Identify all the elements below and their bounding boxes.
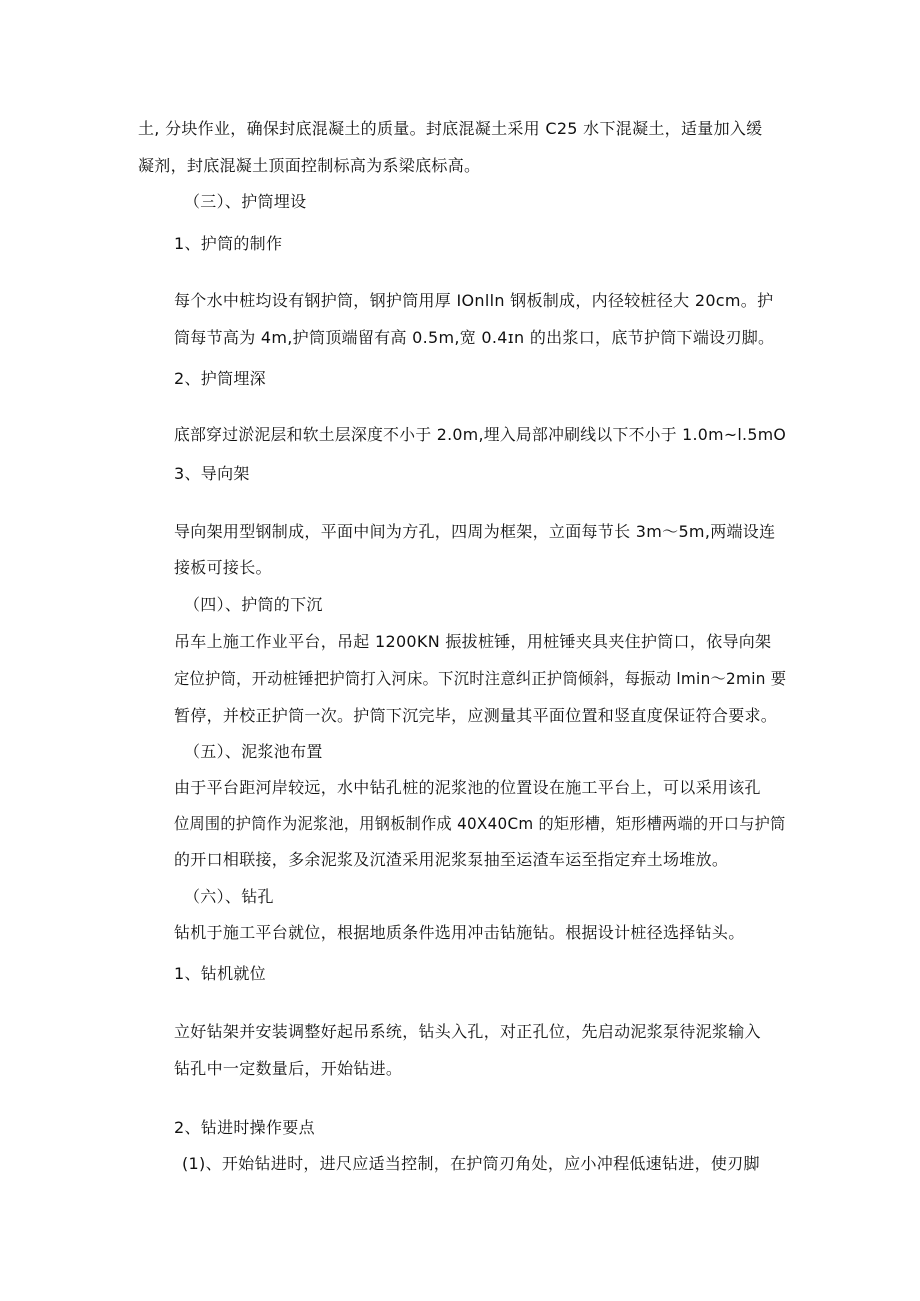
section-heading: （四）、护筒的下沉 bbox=[184, 595, 323, 614]
text-line: 吊车上施工作业平台，吊起 1200KN 振拔桩锤，用桩锤夹具夹住护筒口，依导向架 bbox=[174, 632, 772, 651]
subsection-heading: 1、钻机就位 bbox=[174, 964, 266, 983]
subsection-heading: 3、导向架 bbox=[174, 464, 250, 483]
text-line: 导向架用型钢制成，平面中间为方孔，四周为框架，立面每节长 3m～5m,两端设连 bbox=[174, 522, 776, 541]
section-heading: （六）、钻孔 bbox=[184, 887, 274, 906]
text-line: 的开口相联接，多余泥浆及沉渣采用泥浆泵抽至运渣车运至指定弃土场堆放。 bbox=[174, 850, 729, 869]
text-line: 立好钻架并安装调整好起吊系统，钻头入孔，对正孔位，先启动泥浆泵待泥浆输入 bbox=[174, 1022, 761, 1041]
text-line: 钻孔中一定数量后，开始钻进。 bbox=[174, 1059, 403, 1078]
text-line: 筒每节高为 4m,护筒顶端留有高 0.5m,宽 0.4ɪn 的出浆口，底节护筒下端设刃脚。 bbox=[174, 328, 775, 347]
text-line: 每个水中桩均设有钢护筒，钢护筒用厚 IOnlln 钢板制成，内径较桩径大 20cm。护 bbox=[174, 291, 774, 310]
section-heading: （五）、泥浆池布置 bbox=[184, 742, 323, 761]
text-line: 定位护筒，开动桩锤把护筒打入河床。下沉时注意纠正护筒倾斜，每振动 lmin～2min 要 bbox=[174, 669, 787, 688]
text-line: 土, 分块作业，确保封底混凝土的质量。封底混凝土采用 C25 水下混凝土，适量加入缓 bbox=[138, 119, 763, 138]
text-line: 接板可接长。 bbox=[174, 558, 272, 577]
text-line: 由于平台距河岸较远，水中钻孔桩的泥浆池的位置设在施工平台上，可以采用该孔 bbox=[174, 778, 761, 797]
text-line: (1)、开始钻进时，进尺应适当控制，在护筒刃角处，应小冲程低速钻进，使刃脚 bbox=[182, 1154, 760, 1173]
text-line: 底部穿过淤泥层和软土层深度不小于 2.0m,埋入局部冲刷线以下不小于 1.0m~l.5mO bbox=[174, 425, 787, 444]
text-line: 位周围的护筒作为泥浆池，用钢板制作成 40X40Cm 的矩形槽，矩形槽两端的开口与护筒 bbox=[174, 814, 786, 833]
subsection-heading: 2、钻进时操作要点 bbox=[174, 1118, 315, 1137]
text-line: 凝剂，封底混凝土顶面控制标高为系梁底标高。 bbox=[138, 156, 481, 175]
subsection-heading: 1、护筒的制作 bbox=[174, 234, 283, 253]
text-line: 钻机于施工平台就位，根据地质条件选用冲击钻施钻。根据设计桩径选择钻头。 bbox=[174, 923, 745, 942]
subsection-heading: 2、护筒埋深 bbox=[174, 369, 266, 388]
section-heading: （三）、护筒埋设 bbox=[184, 192, 307, 211]
text-line: 暂停，并校正护筒一次。护筒下沉完毕，应测量其平面位置和竖直度保证符合要求。 bbox=[174, 706, 778, 725]
